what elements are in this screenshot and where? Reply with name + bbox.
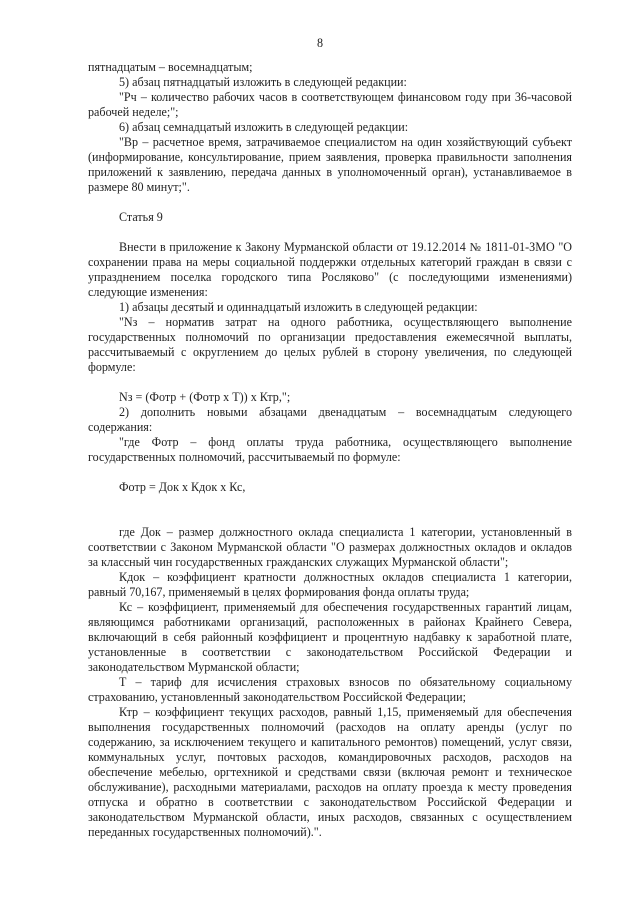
paragraph: 1) абзацы десятый и одиннадцатый изложить в следующей редакции:: [119, 300, 478, 314]
paragraph: Внести в приложение к Закону Мурманской области от 19.12.2014 № 1811-01-ЗМО "О сохранении права на меры социальной поддержки отдельных категорий граждан в связи с упразднением поселка городского типа Росляково" (с последующими изменениями) следующие изменения:: [88, 240, 572, 299]
paragraph: "Рч – количество рабочих часов в соответствующем финансовом году при 36-часовой рабочей неделе;";: [88, 90, 572, 119]
document-body: [88, 60, 572, 840]
paragraph: Т – тариф для исчисления страховых взносов по обязательному социальному страхованию, установленный законодательством Российской Федерации;: [88, 675, 572, 704]
paragraph: где Док – размер должностного оклада специалиста 1 категории, установленный в соответствии с Законом Мурманской области "О размерах должностных окладов и окладов за классный чин государственных гражданских служащих Мурманской области";: [88, 525, 572, 569]
paragraph: 6) абзац семнадцатый изложить в следующей редакции:: [119, 120, 409, 134]
paragraph: "где Фотр – фонд оплаты труда работника, осуществляющего выполнение государственных полномочий, рассчитываемый по формуле:: [88, 435, 572, 464]
paragraph: Ктр – коэффициент текущих расходов, равный 1,15, применяемый для обеспечения выполнения государственных полномочий (расходов на оплату аренды (услуг по содержанию, за исключением текущего и капитального ремонтов) помещений, услуг связи, коммунальных услуг, почтовых расходов, командировочных расходов, расходов на обеспечение мебелью, оргтехникой и средствами связи (включая ремонт и техническое обслуживание), расходными материалами, расходов на оплату проезда к месту проведения отпуска и обратно в соответствии с законодательством Российской Федерации и законодательством Мурманской области, иных расходов, связанных с осуществлением переданных государственных полномочий).".: [88, 705, 572, 839]
paragraph: 2) дополнить новыми абзацами двенадцатым – восемнадцатым следующего содержания:: [88, 405, 572, 434]
formula: Nз = (Фотр + (Фотр х Т)) х Ктр,";: [119, 390, 291, 404]
formula: Фотр = Док х Кдок х Кс,: [119, 480, 246, 494]
paragraph: "Nз – норматив затрат на одного работника, осуществляющего выполнение государственных полномочий по организации предоставления ежемесячной выплаты, рассчитываемый с округлением до целых рублей в сторону увеличения, по следующей формуле:: [88, 315, 572, 374]
paragraph: Кдок – коэффициент кратности должностных окладов специалиста 1 категории, равный 70,167, применяемый в целях формирования фонда оплаты труда;: [88, 570, 572, 599]
paragraph: "Вр – расчетное время, затрачиваемое специалистом на один хозяйствующий субъект (информирование, консультирование, прием заявления, проверка правильности заполнения приложений к заявлению, передача данных в уполномоченный орган), устанавливаемое в размере 80 минут;".: [88, 135, 572, 194]
paragraph: Кс – коэффициент, применяемый для обеспечения государственных гарантий лицам, являющимся работниками организаций, расположенных в районах Крайнего Севера, включающий в себя районный коэффициент и процентную надбавку к заработной плате, установленные в соответствии с законодательством Российской Федерации и законодательством Мурманской области;: [88, 600, 572, 674]
paragraph: 5) абзац пятнадцатый изложить в следующей редакции:: [119, 75, 407, 89]
article-heading: Статья 9: [119, 210, 163, 224]
paragraph: пятнадцатым – восемнадцатым;: [88, 60, 253, 74]
page-number: 8: [316, 36, 324, 50]
